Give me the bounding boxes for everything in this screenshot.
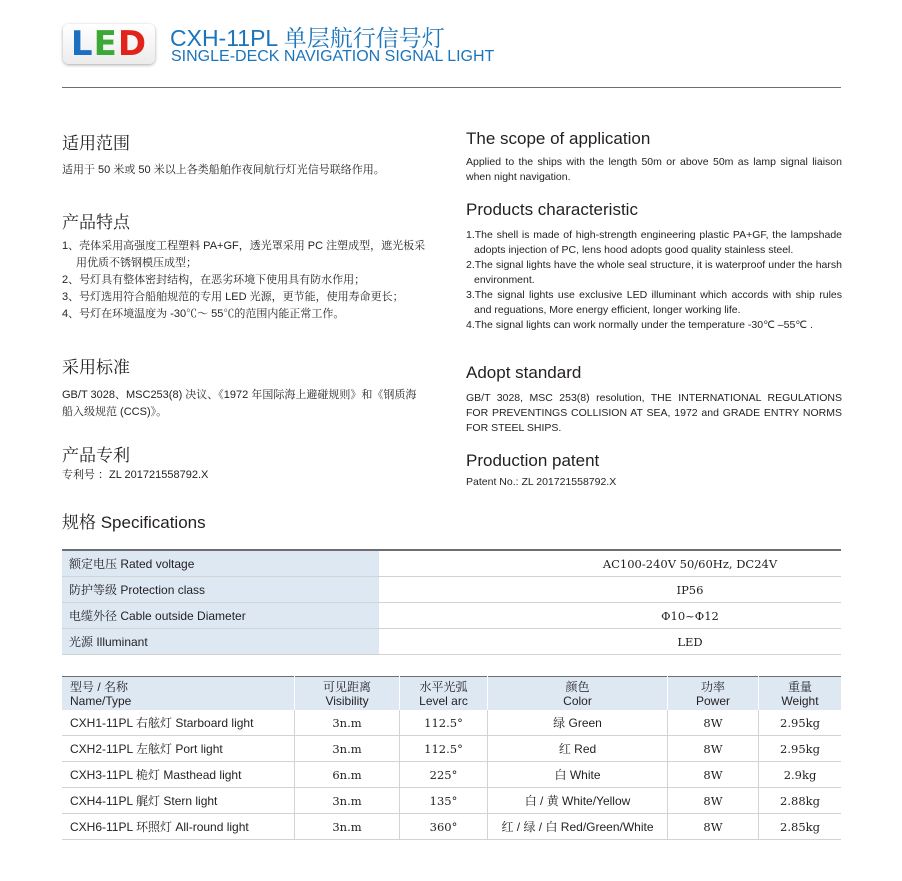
- table-row: [62, 603, 841, 629]
- column-header-cn: 可见距离: [322, 679, 371, 694]
- column-header-weight: [759, 677, 842, 711]
- column-header-cn: 水平光弧: [419, 679, 468, 694]
- feature-item-cn: 1、壳体采用高强度工程塑料 PA+GF，透光罩采用 PC 注塑成型，遮光板采用优质不锈钢模压成型；: [62, 240, 426, 269]
- column-header-en: Name/Type: [70, 693, 132, 708]
- table-header-row: [62, 677, 841, 711]
- spec-key: 光源 Illuminant: [62, 629, 379, 655]
- cell-weight: 2.95kg: [759, 710, 842, 736]
- cell-weight: 2.85kg: [759, 814, 842, 840]
- column-header-cn: 功率: [700, 679, 725, 694]
- cell-color: 绿 Green: [488, 710, 668, 736]
- column-header-en: Color: [563, 693, 592, 708]
- cell-level-arc: 135°: [400, 788, 488, 814]
- table-row: [62, 629, 841, 655]
- scope-text-en: Applied to the ships with the length 50m or above 50m as lamp signal liaison when night navigation.: [466, 156, 842, 183]
- scope-heading-cn: 适用范围: [62, 134, 130, 153]
- patent-heading-cn: 产品专利: [62, 446, 130, 465]
- logo-letter-d: D: [117, 24, 148, 64]
- column-header-color: [488, 677, 668, 711]
- column-header-en: Power: [695, 693, 730, 708]
- standard-text-en: GB/T 3028, MSC 253(8) resolution, THE INTERNATIONAL REGULATIONS FOR PREVENTINGS COLLISION AT SEA, 1972 and GRADE ENTRY NORMS FOR STEEL SHIPS.: [466, 392, 842, 434]
- cell-name: CXH3-11PL 桅灯 Masthead light: [62, 762, 295, 788]
- cell-weight: 2.9kg: [759, 762, 842, 788]
- standard-heading-cn: 采用标准: [62, 358, 130, 377]
- table-row: [62, 814, 841, 840]
- feature-item-cn: 3、号灯选用符合船舶规范的专用 LED 光源，更节能，使用寿命更长；: [62, 291, 404, 303]
- cell-level-arc: 112.5°: [400, 736, 488, 762]
- patent-text-en: Patent No.: ZL 201721558792.X: [466, 476, 617, 488]
- standard-heading-en: Adopt standard: [466, 363, 582, 382]
- column-header-cn: 颜色: [565, 679, 590, 694]
- cell-level-arc: 360°: [400, 814, 488, 840]
- cell-power: 8W: [668, 814, 759, 840]
- cell-weight: 2.95kg: [759, 736, 842, 762]
- table-row: [62, 710, 841, 736]
- spec-value: Φ10~Φ12: [379, 603, 841, 629]
- cell-power: 8W: [668, 762, 759, 788]
- standard-text-cn: GB/T 3028、MSC253(8) 决议、《1972 年国际海上避碰规则》和《钢质海船入级规范 (CCS)》。: [62, 389, 417, 418]
- spec-value: LED: [379, 629, 841, 655]
- cell-visibility: 6n.m: [295, 762, 400, 788]
- logo-letter-l: L: [70, 24, 94, 64]
- column-header-name: [62, 677, 295, 711]
- patent-heading-en: Production patent: [466, 451, 600, 470]
- cell-color: 白 / 黄 White/Yellow: [488, 788, 668, 814]
- column-header-en: Visibility: [325, 693, 369, 708]
- spec-key: 额定电压 Rated voltage: [62, 550, 379, 577]
- page-title-en: SINGLE-DECK NAVIGATION SIGNAL LIGHT: [171, 48, 495, 65]
- column-header-en: Level arc: [419, 693, 468, 708]
- scope-text-cn: 适用于 50 米或 50 米以上各类船舶作夜间航行灯光信号联络作用。: [62, 164, 385, 176]
- cell-visibility: 3n.m: [295, 788, 400, 814]
- column-header-cn: 型号 / 名称: [70, 679, 129, 694]
- cell-power: 8W: [668, 736, 759, 762]
- cell-power: 8W: [668, 788, 759, 814]
- column-header-en: Weight: [781, 693, 819, 708]
- cell-visibility: 3n.m: [295, 814, 400, 840]
- feature-item-cn: 4、号灯在环境温度为 -30℃～ 55℃的范围内能正常工作。: [62, 308, 345, 320]
- table-row: [62, 788, 841, 814]
- header-divider: [62, 87, 841, 88]
- features-list-en: [466, 228, 842, 333]
- feature-item-cn: 2、号灯具有整体密封结构，在恶劣环境下使用具有防水作用；: [62, 274, 366, 286]
- spec-value: IP56: [379, 577, 841, 603]
- spec-table: [62, 549, 841, 655]
- specifications-heading: 规格 Specifications: [62, 513, 206, 532]
- column-header-power: [668, 677, 759, 711]
- spec-key: 电缆外径 Cable outside Diameter: [62, 603, 379, 629]
- cell-name: CXH2-11PL 左舷灯 Port light: [62, 736, 295, 762]
- column-header-visibility: [295, 677, 400, 711]
- table-row: [62, 550, 841, 577]
- scope-heading-en: The scope of application: [466, 129, 651, 148]
- cell-color: 红 / 绿 / 白 Red/Green/White: [488, 814, 668, 840]
- spec-value: AC100-240V 50/60Hz, DC24V: [379, 550, 841, 577]
- model-table: [62, 676, 841, 840]
- cell-visibility: 3n.m: [295, 710, 400, 736]
- cell-weight: 2.88kg: [759, 788, 842, 814]
- cell-name: CXH6-11PL 环照灯 All-round light: [62, 814, 295, 840]
- column-header-cn: 重量: [787, 679, 812, 694]
- led-logo: [63, 24, 155, 64]
- features-heading-cn: 产品特点: [62, 213, 130, 232]
- feature-item-en: 1.The shell is made of high-strength engineering plastic PA+GF, the lampshade adopts injection of PC, lens hood adopts good quality stainless steel.: [466, 229, 842, 256]
- table-row: [62, 762, 841, 788]
- cell-color: 红 Red: [488, 736, 668, 762]
- patent-text-cn: 专利号 ：ZL 201721558792.X: [62, 469, 209, 481]
- features-list-cn: [62, 238, 432, 323]
- feature-item-en: 4.The signal lights can work normally under the temperature -30℃ –55℃ .: [466, 319, 813, 331]
- table-row: [62, 577, 841, 603]
- cell-level-arc: 112.5°: [400, 710, 488, 736]
- page-title-cn: CXH-11PL 单层航行信号灯: [170, 25, 445, 51]
- cell-level-arc: 225°: [400, 762, 488, 788]
- cell-name: CXH4-11PL 艉灯 Stern light: [62, 788, 295, 814]
- cell-name: CXH1-11PL 右舷灯 Starboard light: [62, 710, 295, 736]
- spec-key: 防护等级 Protection class: [62, 577, 379, 603]
- cell-color: 白 White: [488, 762, 668, 788]
- features-heading-en: Products characteristic: [466, 200, 638, 219]
- table-row: [62, 736, 841, 762]
- cell-visibility: 3n.m: [295, 736, 400, 762]
- feature-item-en: 3.The signal lights use exclusive LED illuminant which accords with ship rules and reguations, More energy efficient, longer working life.: [466, 289, 842, 316]
- feature-item-en: 2.The signal lights have the whole seal structure, it is waterproof under the harsh environment.: [466, 259, 842, 286]
- logo-letter-e: E: [93, 24, 118, 64]
- column-header-level-arc: [400, 677, 488, 711]
- cell-power: 8W: [668, 710, 759, 736]
